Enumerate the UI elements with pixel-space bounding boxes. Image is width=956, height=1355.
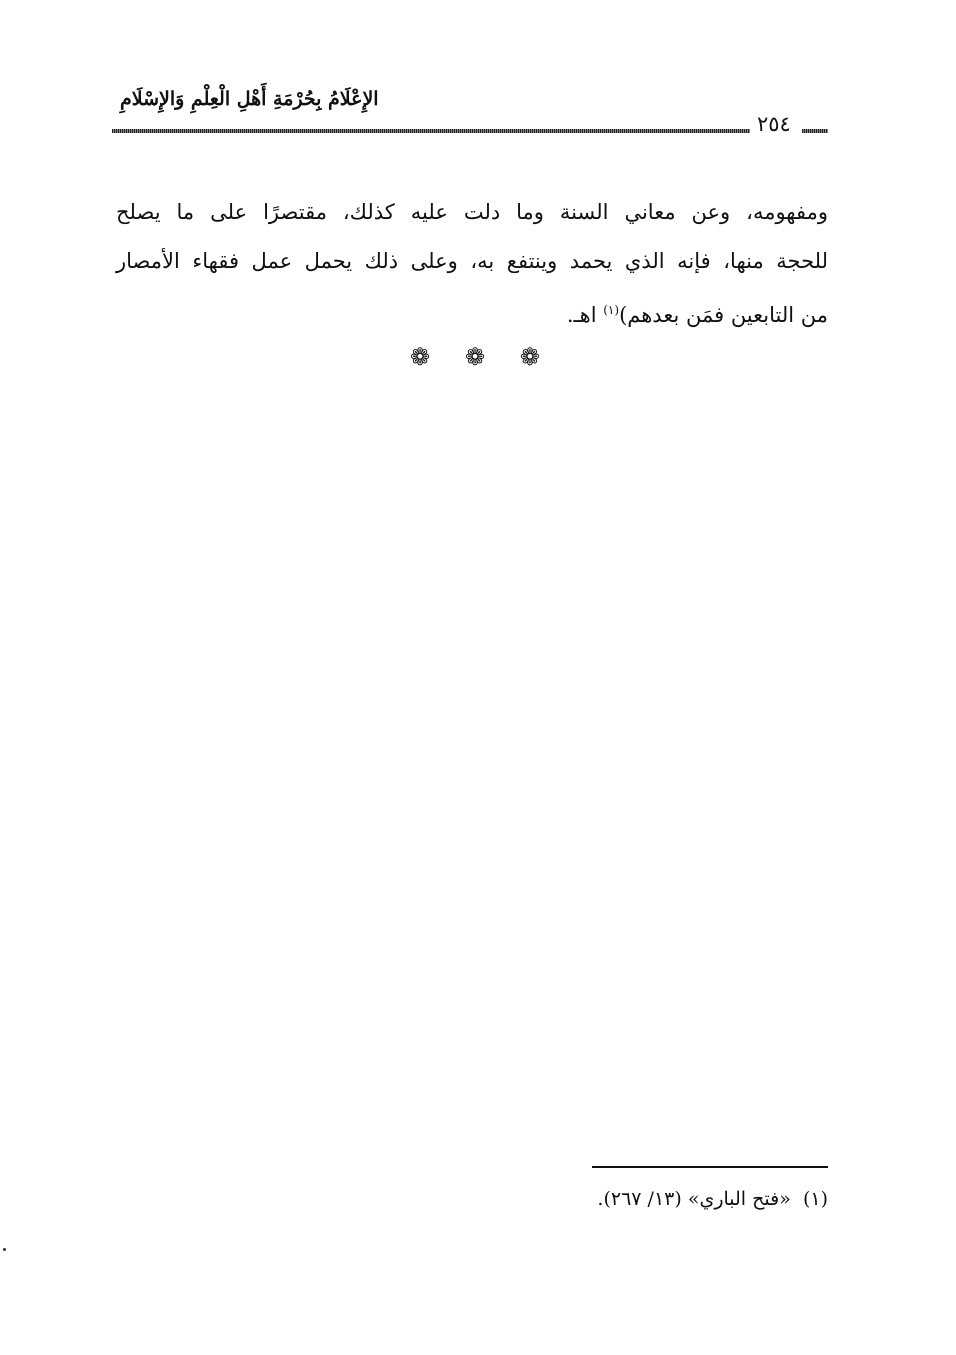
header-rule xyxy=(112,129,750,133)
flower-ornament-icon: ❁ xyxy=(464,343,486,371)
footnote-text: «فتح الباري» (١٣/ ٢٦٧). xyxy=(597,1188,791,1210)
page-number-rule xyxy=(802,129,828,133)
body-text xyxy=(116,188,828,335)
body-line-text: من التابعين فمَن بعدهم) xyxy=(619,303,828,327)
body-line-ending: اهـ. xyxy=(566,303,604,327)
page-number: ٢٥٤ xyxy=(757,112,791,136)
running-title: الإِعْلَامُ بِحُرْمَةِ أَهْلِ الْعِلْمِ وَالإِسْلَامِ xyxy=(120,88,379,110)
footnote-reference: (١) xyxy=(603,303,620,317)
page-header xyxy=(112,84,828,144)
footnote xyxy=(560,1188,828,1210)
body-line xyxy=(116,286,828,335)
scan-speck xyxy=(3,1248,6,1251)
flower-ornament-icon: ❁ xyxy=(519,343,540,371)
section-divider xyxy=(410,342,540,372)
body-line: للحجة منها، فإنه الذي يحمد وينتفع به، وعلى ذلك يحمل عمل فقهاء الأمصار xyxy=(116,249,828,273)
body-line: ومفهومه، وعن معاني السنة وما دلت عليه كذلك، مقتصرًا على ما يصلح xyxy=(116,200,828,224)
flower-ornament-icon: ❁ xyxy=(410,343,431,371)
footnote-rule xyxy=(592,1166,828,1168)
footnote-marker: (١) xyxy=(802,1188,828,1210)
